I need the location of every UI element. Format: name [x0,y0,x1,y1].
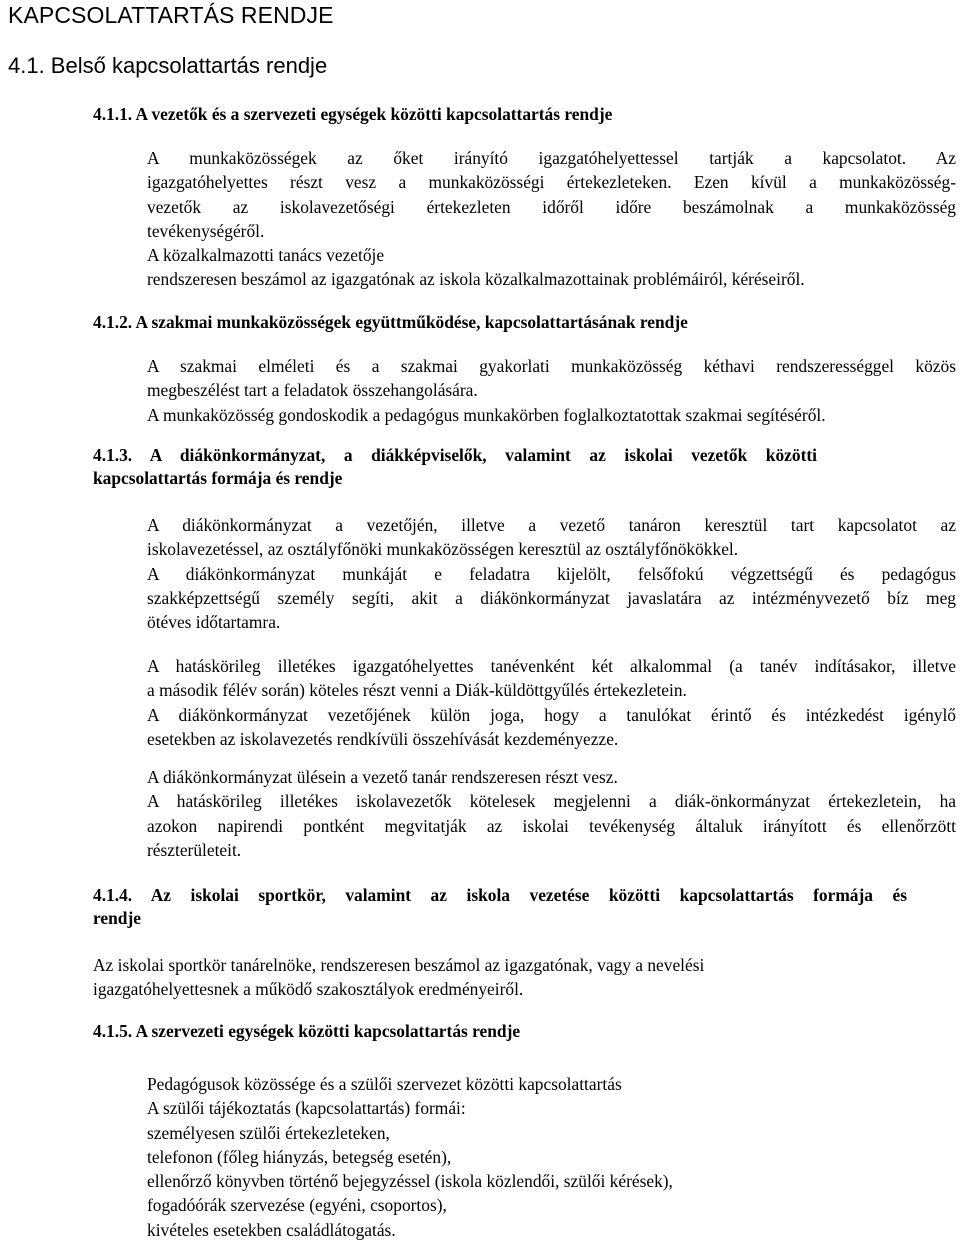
paragraph-4-1-3-c [147,765,956,862]
document-title: KAPCSOLATTARTÁS RENDJE [8,2,334,28]
subsection-heading-4-1-4 [93,884,907,930]
paragraph-line: A diákönkormányzat vezetőjének külön joga, hogy a tanulókat érintő és intézkedést igénylő [147,704,956,725]
heading-line: rendje [93,908,141,928]
subsection-heading-4-1-5: 4.1.5. A szervezeti egységek közötti kapcsolattartás rendje [93,1021,521,1041]
paragraph-line: A szakmai elméleti és a szakmai gyakorlati munkaközösség kéthavi rendszerességgel közös [147,356,956,376]
subsection-heading-4-1-3 [93,444,817,490]
list-item: telefonon (főleg hiányzás, betegség esetén), [147,1146,452,1167]
paragraph-line: A diákönkormányzat ülésein a vezető tanár rendszeresen részt vesz. [147,767,618,787]
paragraph-line: azokon napirendi pontként megvitatják az iskolai tevékenység általuk irányított és ellenőrzött [147,815,956,836]
paragraph-line: Az iskolai sportkör tanárelnöke, rendszeresen beszámol az igazgatónak, vagy a nevelési [93,955,705,975]
list-item: fogadóórák szervezése (egyéni, csoportos), [147,1195,447,1216]
paragraph-line: A munkaközösség gondoskodik a pedagógus munkakörben foglalkoztatottak szakmai segítéséről. [147,404,826,425]
heading-line: 4.1.3. A diákönkormányzat, a diákképviselők, valamint az iskolai vezetők közötti [93,445,817,465]
section-heading: 4.1. Belső kapcsolattartás rendje [8,53,328,78]
list-item: A szülői tájékoztatás (kapcsolattartás) formái: [147,1098,466,1119]
subsection-heading-4-1-2: 4.1.2. A szakmai munkaközösségek együttműködése, kapcsolattartásának rendje [93,312,688,332]
paragraph-line: A hatáskörileg illetékes iskolavezetők kötelesek megjelenni a diák-önkormányzat értekezletein, ha [147,791,956,812]
paragraph-line: esetekben az iskolavezetés rendkívüli összehívását kezdeményezze. [147,728,619,749]
paragraph-line: igazgatóhelyettesnek a működő szakosztályok eredményeiről. [93,979,524,1000]
list-item: személyesen szülői értekezleteken, [147,1122,390,1143]
list-item: ellenőrző könyvben történő bejegyzéssel (iskola közlendői, szülői kérések), [147,1171,673,1192]
paragraph-line: A munkaközösségek az őket irányító igazgatóhelyettessel tartják a kapcsolatot. Az [147,148,956,168]
paragraph-line: részterületeit. [147,839,242,860]
paragraph-4-1-1 [147,146,956,292]
paragraph-line: A közalkalmazotti tanács vezetője [147,245,385,266]
paragraph-line: A hatáskörileg illetékes igazgatóhelyettes tanévenként két alkalommal (a tanév indításakor, illetve [147,656,956,676]
paragraph-line: ötéves időtartamra. [147,612,281,633]
paragraph-line: tevékenységéről. [147,220,265,241]
paragraph-4-1-4 [93,953,817,1002]
heading-line: kapcsolattartás formája és rendje [93,468,343,488]
paragraph-line: A diákönkormányzat a vezetőjén, illetve a vezető tanáron keresztül tart kapcsolatot az [147,515,956,535]
subsection-heading-4-1-1: 4.1.1. A vezetők és a szervezeti egységek közötti kapcsolattartás rendje [93,104,613,124]
paragraph-line: megbeszélést tart a feladatok összehangolására. [147,380,478,401]
list-item: kivételes esetekben családlátogatás. [147,1219,396,1240]
paragraph-4-1-3-b [147,654,956,751]
paragraph-line: rendszeresen beszámol az igazgatónak az iskola közalkalmazottainak problémáiról, kéréseiről. [147,269,805,290]
paragraph-4-1-2 [147,354,956,427]
paragraph-line: A diákönkormányzat munkáját e feladatra kijelölt, felsőfokú végzettségű és pedagógus [147,563,956,584]
list-item: Pedagógusok közössége és a szülői szervezet közötti kapcsolattartás [147,1074,622,1094]
paragraph-line: vezetők az iskolavezetőségi értekezleten időről időre beszámolnak a munkaközösség [147,196,956,217]
paragraph-line: szakképzettségű személy segíti, akit a diákönkormányzat javaslatára az intézményvezető bíz meg [147,587,956,608]
paragraph-4-1-5 [147,1072,907,1242]
paragraph-4-1-3-a [147,513,956,634]
paragraph-line: iskolavezetéssel, az osztályfőnöki munkaközösségen keresztül az osztályfőnökökkel. [147,539,739,560]
paragraph-line: igazgatóhelyettes részt vesz a munkaközösségi értekezleteken. Ezen kívül a munkaközösség- [147,172,956,193]
heading-line: 4.1.4. Az iskolai sportkör, valamint az iskola vezetése közötti kapcsolattartás formája és [93,885,907,905]
paragraph-line: a második félév során) köteles részt venni a Diák-küldöttgyűlés értekezletein. [147,680,687,701]
